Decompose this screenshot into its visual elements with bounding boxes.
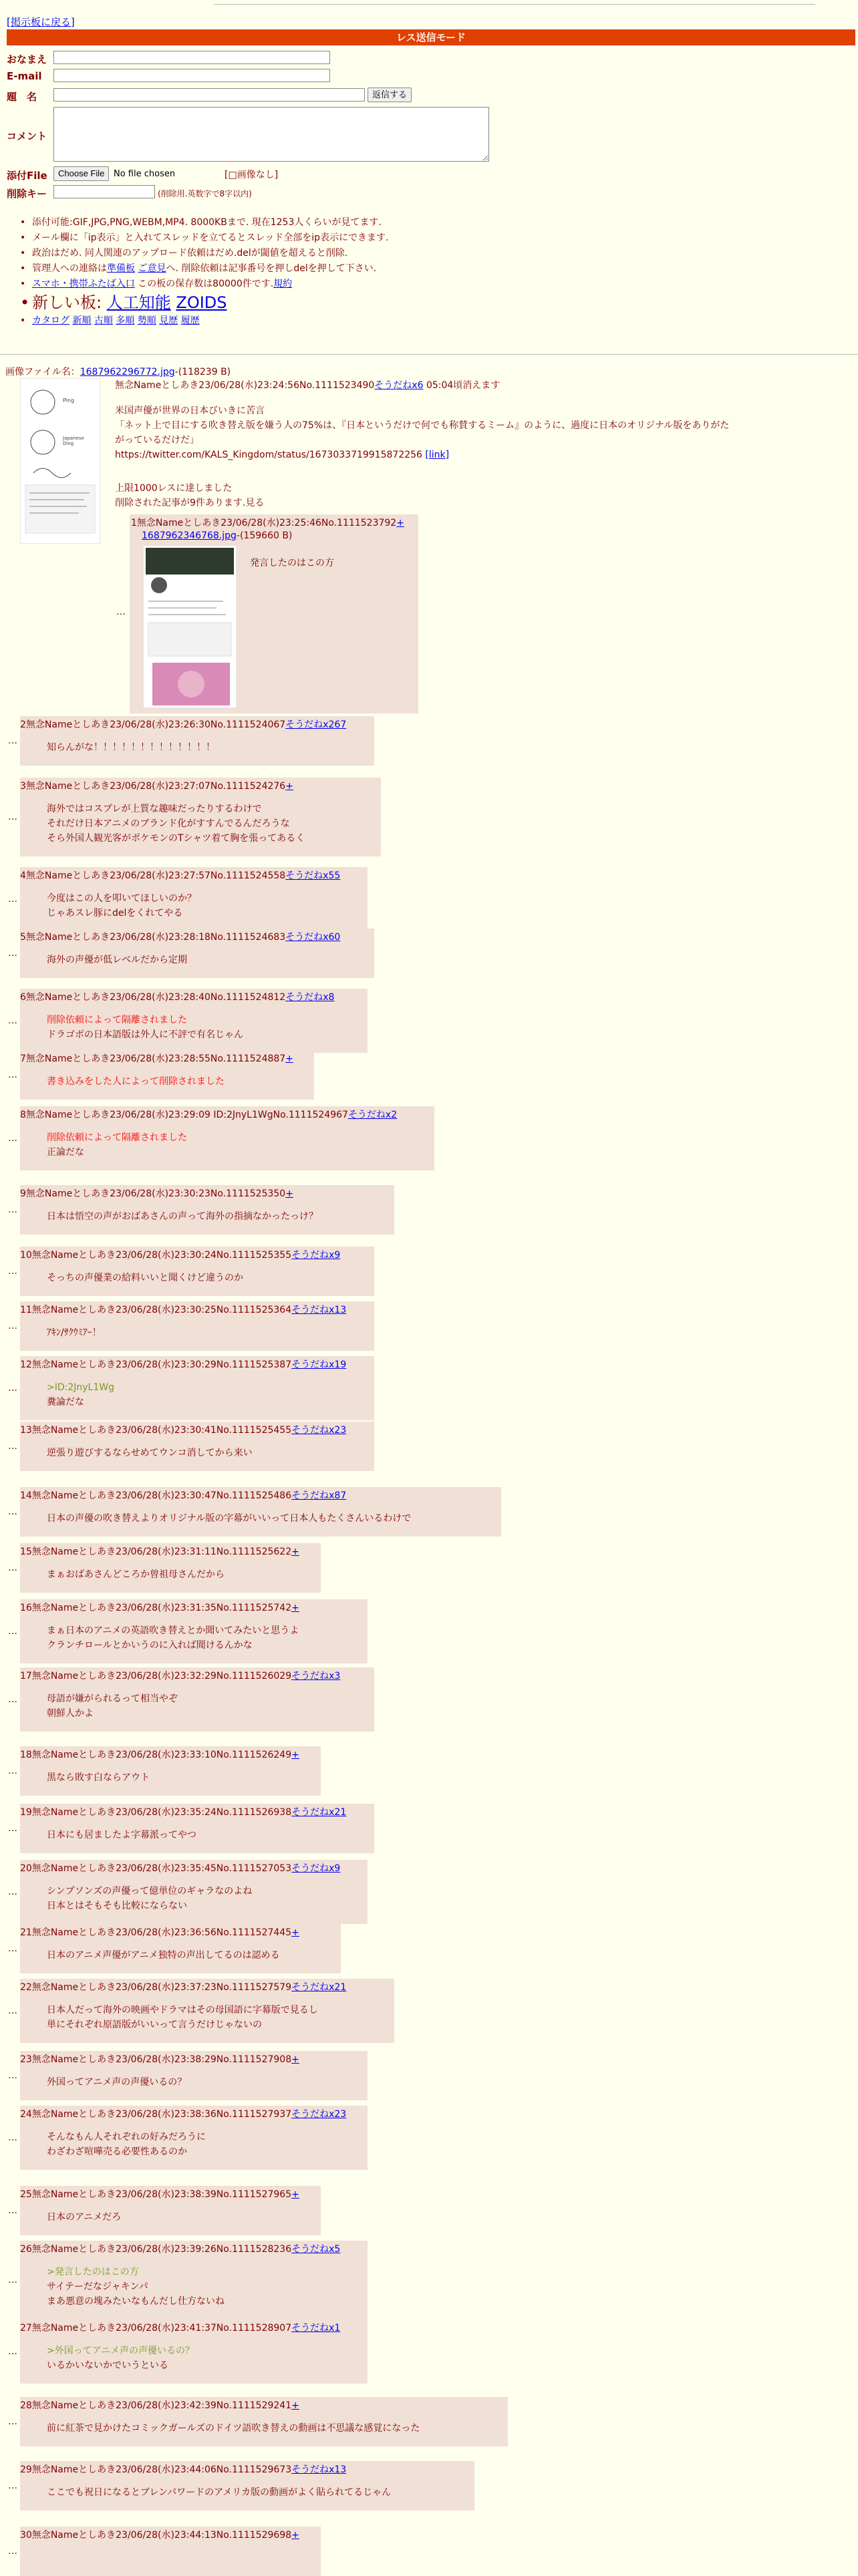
reply-11 bbox=[20, 1301, 374, 1351]
reply-header: 無念Nameとしあき23/06/28(水)23:25:46No.1111523792 bbox=[136, 518, 397, 528]
reply-body-line: 削除依頼によって隔離されました bbox=[47, 1132, 187, 1143]
reply-18 bbox=[20, 1746, 321, 1796]
reply-number: 8 bbox=[20, 1110, 26, 1120]
subject-input[interactable] bbox=[53, 88, 365, 102]
reply-body-line: 日本は悟空の声がおばあさんの声って海外の指摘なかったっけ？ bbox=[47, 1211, 318, 1222]
reply-header: 無念Nameとしあき23/06/28(水)23:30:25No.1111525364 bbox=[31, 1305, 292, 1315]
reply-handle: … bbox=[8, 1383, 17, 1394]
reply-file-link[interactable]: 1687962346768.jpg bbox=[142, 530, 237, 541]
name-label: おなまえ bbox=[7, 53, 47, 65]
reply-body-line: そんなもん人それぞれの好みだろうに bbox=[47, 2132, 206, 2142]
op-body-line: https://twitter.com/KALS_Kingdom/status/1673033719915872256 bbox=[115, 450, 422, 460]
catalog-links bbox=[32, 313, 388, 329]
mobile-link[interactable]: スマホ・携帯ふたば入口 bbox=[32, 279, 135, 289]
reply-number: 22 bbox=[20, 1982, 32, 1993]
op-file-size: -(118239 B) bbox=[174, 367, 231, 377]
reply-handle: … bbox=[8, 1266, 17, 1277]
reply-body-line: 逆張り遊びするならせめてウンコ消してから来い bbox=[47, 1448, 253, 1458]
op-header bbox=[115, 378, 500, 391]
reply-body-line: 単にそれぞれ原語版がいいって言うだけじゃないの bbox=[47, 2020, 262, 2030]
reply-number: 2 bbox=[20, 719, 26, 730]
reply-7 bbox=[20, 1050, 314, 1100]
file-label: 添付File bbox=[7, 170, 47, 182]
expire-time: 05:04頃消えます bbox=[426, 380, 500, 391]
sodane-button[interactable]: + bbox=[291, 1547, 299, 1557]
reply-header: 無念Nameとしあき23/06/28(水)23:33:10No.1111526249 bbox=[31, 1750, 292, 1760]
reply-body-line: 前に紅茶で見かけたコミックガールズのドイツ語吹き替えの動画は不思議な感覚になった bbox=[47, 2423, 420, 2434]
op-header-text: 無念Nameとしあき23/06/28(水)23:24:56No.1111523490 bbox=[115, 380, 375, 391]
op-body bbox=[115, 404, 729, 462]
reply-handle: … bbox=[8, 1766, 17, 1776]
reply-20 bbox=[20, 1860, 368, 1924]
reply-body-line: 削除依頼によって隔離されました bbox=[47, 1015, 187, 1025]
reply-handle: … bbox=[8, 1133, 17, 1144]
ai-board-link[interactable]: 人工知能 bbox=[106, 293, 171, 312]
contact-tail: へ. 削除依頼は記事番号を押しdelを押して下さい. bbox=[166, 263, 377, 274]
reply-12 bbox=[20, 1356, 374, 1420]
reply-body-line: 日本にも居ましたよ字幕派ってやつ bbox=[47, 1830, 196, 1840]
reply-number: 23 bbox=[20, 2054, 32, 2065]
reply-header: 無念Nameとしあき23/06/28(水)23:44:13No.1111529698 bbox=[31, 2530, 292, 2541]
choose-file-button[interactable]: Choose File bbox=[53, 166, 109, 181]
email-label: E-mail bbox=[7, 70, 42, 82]
reply-10 bbox=[20, 1247, 374, 1296]
reply-3 bbox=[20, 778, 381, 856]
reply-handle: … bbox=[8, 2275, 17, 2285]
reply-handle: … bbox=[8, 2205, 17, 2216]
rule-item: • 添付可能:GIF,JPG,PNG,WEBM,MP4. 8000KBまで. 現在1253人くらいが見てます. bbox=[32, 215, 388, 230]
sodane-button[interactable]: そうだねx21 bbox=[291, 1807, 347, 1818]
sodane-button[interactable]: そうだねx6 bbox=[374, 380, 424, 391]
reply-body-line: 母語が嫌がられるって相当やぞ bbox=[47, 1694, 178, 1704]
sodane-button[interactable]: そうだねx23 bbox=[291, 2109, 347, 2120]
reply-file-size: -(159660 B) bbox=[236, 530, 293, 541]
terms-link[interactable]: 規約 bbox=[273, 279, 293, 289]
reply-body-line: まぁ日本のアニメの英語吹き替えとか聞いてみたいと思うよ bbox=[47, 1625, 299, 1636]
reply-header: 無念Nameとしあき23/06/28(水)23:38:36No.1111527937 bbox=[31, 2109, 292, 2120]
svg-text:Ping: Ping bbox=[63, 397, 75, 404]
reply-number: 15 bbox=[20, 1547, 32, 1557]
reply-header: 無念Nameとしあき23/06/28(水)23:41:37No.1111528907 bbox=[31, 2323, 292, 2333]
reply-body-line: それだけ日本アニメのブランド化がすすんでるんだろうな bbox=[47, 818, 290, 829]
reply-header: 無念Nameとしあき23/06/28(水)23:30:29No.1111525387 bbox=[31, 1359, 292, 1370]
reply-header: 無念Nameとしあき23/06/28(水)23:32:29No.1111526029 bbox=[31, 1671, 292, 1681]
reply-number: 17 bbox=[20, 1671, 32, 1681]
reply-mode-bar: レス送信モード bbox=[7, 29, 855, 45]
reply-body-line: ｱｷﾝ/ｻｸｳﾐｱｰ！ bbox=[47, 1327, 102, 1338]
sodane-button[interactable]: そうだねx23 bbox=[291, 1425, 347, 1436]
reply-number: 13 bbox=[20, 1425, 32, 1436]
reply-body-line: わざわざ喧嘩売る必要性あるのか bbox=[47, 2146, 187, 2157]
reply-1 bbox=[130, 514, 418, 713]
reply-19 bbox=[20, 1804, 374, 1853]
reply-thumbnail[interactable] bbox=[143, 545, 237, 708]
reply-header: 無念Nameとしあき23/06/28(水)23:28:55No.1111524887 bbox=[25, 1054, 286, 1064]
reply-number: 28 bbox=[20, 2400, 32, 2411]
reply-header: 無念Nameとしあき23/06/28(水)23:27:57No.1111524558 bbox=[25, 870, 286, 881]
feedback-link[interactable]: ご意見 bbox=[138, 263, 166, 274]
file-status: No file chosen bbox=[114, 169, 176, 179]
reply-body-line: クランチロールとかいうのに入れば聞けるんかな bbox=[47, 1640, 253, 1651]
reply-handle: … bbox=[8, 948, 17, 959]
reply-body-line: 朝鮮人かよ bbox=[47, 1708, 94, 1719]
reply-body-line: 黒なら敗す白ならアウト bbox=[47, 1772, 150, 1783]
reply-body-line: まぁおばあさんどころか曾祖母さんだから bbox=[47, 1569, 225, 1580]
reply-header: 無念Nameとしあき23/06/28(水)23:39:26No.1111528236 bbox=[31, 2244, 292, 2255]
submit-button[interactable]: 返信する bbox=[368, 88, 412, 102]
sort-momentum-link[interactable]: 勢順 bbox=[137, 315, 156, 326]
rule-item: • 政治はだめ. 同人関連のアップロード依頼はだめ.delが閾値を超えると削除. bbox=[32, 246, 388, 261]
reply-body-line: そら外国人観光客がポケモンのTシャツ着て胸を張ってあるく bbox=[47, 833, 305, 844]
sodane-button[interactable]: + bbox=[285, 781, 293, 792]
op-body-line: 「ネット上で目にする吹き替え版を嫌う人の75%は、『日本というだけで何でも称賛するミーム』のように、過度に日本のオリジナル版をありがた bbox=[115, 420, 730, 431]
reply-15 bbox=[20, 1543, 321, 1593]
reply-number: 30 bbox=[20, 2530, 32, 2541]
reply-23 bbox=[20, 2051, 368, 2100]
reply-handle: … bbox=[8, 1943, 17, 1954]
reply-handle: … bbox=[8, 1887, 17, 1897]
reply-header: 無念Nameとしあき23/06/28(水)23:26:30No.1111524067 bbox=[25, 719, 286, 730]
reply-body-line: >外国ってアニメ声の声優いるの？ bbox=[47, 2346, 195, 2356]
reply-body-line: 糞論だな bbox=[47, 1397, 84, 1408]
reply-number: 4 bbox=[20, 870, 26, 881]
reply-number: 9 bbox=[20, 1188, 26, 1199]
reply-number: 21 bbox=[20, 1927, 32, 1938]
reply-25 bbox=[20, 2186, 321, 2235]
reply-header: 無念Nameとしあき23/06/28(水)23:27:07No.1111524276 bbox=[25, 781, 286, 792]
reply-handle: … bbox=[8, 1204, 17, 1215]
reply-29 bbox=[20, 2461, 474, 2511]
reply-handle: … bbox=[8, 1823, 17, 1834]
reply-body-line: >発言したのはこの方 bbox=[47, 2267, 139, 2277]
reply-body-line: ここでも祝日になるとブレンパワードのアメリカ版の動画がよく貼られてるじゃん bbox=[47, 2487, 392, 2498]
sodane-button[interactable]: + bbox=[291, 1927, 299, 1938]
email-input[interactable] bbox=[53, 69, 330, 82]
sodane-button[interactable]: そうだねx13 bbox=[291, 2464, 347, 2475]
top-divider bbox=[214, 4, 815, 5]
reply-body-line: サイテーだなジャキンパ bbox=[47, 2281, 148, 2292]
op-body-line: 米国声優が世界の日本びいきに苦言 bbox=[115, 406, 265, 416]
reply-number: 11 bbox=[20, 1305, 32, 1315]
reply-17 bbox=[20, 1667, 374, 1732]
sodane-button[interactable]: そうだねx3 bbox=[291, 1671, 341, 1681]
sodane-button[interactable]: + bbox=[291, 2189, 299, 2200]
reply-body-line: 日本のアニメ声優がアニメ独特の声出してるのは認める bbox=[47, 1950, 280, 1961]
zoids-board-link[interactable]: ZOIDS bbox=[176, 293, 227, 312]
reply-header: 無念Nameとしあき23/06/28(水)23:31:11No.1111525622 bbox=[31, 1547, 292, 1557]
reply-body-line: 日本のアニメだろ bbox=[47, 2212, 122, 2223]
op-body-line: がっているだけだ」 bbox=[115, 435, 199, 446]
reply-handle: … bbox=[8, 2416, 17, 2427]
reply-body-line: いるかいないかでいうといる bbox=[47, 2360, 168, 2371]
reply-number: 24 bbox=[20, 2109, 32, 2120]
reply-header: 無念Nameとしあき23/06/28(水)23:38:29No.1111527908 bbox=[31, 2054, 292, 2065]
no-image-checkbox[interactable]: [□画像なし] bbox=[225, 170, 279, 180]
reply-body-line: 正論だな bbox=[47, 1147, 84, 1158]
reply-handle: … bbox=[8, 2546, 17, 2557]
reply-body-line: 日本人だって海外の映画やドラマはその母国語に字幕版で見るし bbox=[47, 2005, 318, 2016]
sodane-button[interactable]: + bbox=[291, 2530, 299, 2541]
reply-body-line: 海外の声優が低レベルだから定期 bbox=[47, 955, 187, 965]
sort-many-link[interactable]: 多順 bbox=[116, 315, 135, 326]
comment-textarea[interactable] bbox=[53, 107, 489, 162]
rule-item bbox=[32, 277, 388, 292]
reply-body-line: 知らんがな！！！！！！！！！！！！！ bbox=[47, 742, 215, 753]
reply-handle: … bbox=[8, 736, 17, 746]
reply-handle: … bbox=[8, 1070, 17, 1080]
rules-list bbox=[32, 215, 388, 329]
mobile-tail: この板の保存数は80000件です. bbox=[134, 279, 274, 289]
reply-header: 無念Nameとしあき23/06/28(水)23:28:40No.1111524812 bbox=[25, 992, 286, 1003]
sodane-button[interactable]: そうだねx21 bbox=[291, 1982, 347, 1993]
rule-item bbox=[32, 261, 388, 277]
sodane-button[interactable]: そうだねx19 bbox=[291, 1359, 347, 1370]
reply-body-line: そっちの声優業の給料いいと聞くけど違うのか bbox=[47, 1273, 243, 1283]
post-history-link[interactable]: 履歴 bbox=[180, 315, 200, 326]
reply-handle: … bbox=[8, 1321, 17, 1331]
reply-body-line: >ID:2JnyL1Wg bbox=[47, 1382, 114, 1393]
reply-handle: … bbox=[116, 607, 126, 617]
reply-header: 無念Nameとしあき23/06/28(水)23:42:39No.1111529241 bbox=[31, 2400, 292, 2411]
reply-5 bbox=[20, 929, 374, 978]
op-file-label: 画像ファイル名： bbox=[5, 367, 80, 377]
reply-26 bbox=[20, 2241, 368, 2319]
reply-body-line: じゃあスレ豚にdelをくれてやる bbox=[47, 908, 183, 919]
reply-22 bbox=[20, 1979, 394, 2043]
reply-header: 無念Nameとしあき23/06/28(水)23:35:24No.1111526938 bbox=[31, 1807, 292, 1818]
delete-key-note: (削除用.英数字で8字以内) bbox=[158, 189, 252, 198]
reply-body-line: シンプソンズの声優って億単位のギャラなのよね bbox=[47, 1886, 253, 1897]
reply-21 bbox=[20, 1924, 341, 1973]
reply-body-line: 海外ではコスプレが上質な趣味だったりするわけで bbox=[47, 804, 262, 814]
reply-30 bbox=[20, 2527, 321, 2576]
deleted-note[interactable]: 削除された記事が9件あります.見る bbox=[115, 498, 265, 508]
reply-number: 5 bbox=[20, 932, 26, 943]
reply-number: 26 bbox=[20, 2244, 32, 2255]
reply-handle: … bbox=[8, 1441, 17, 1452]
delete-key-input[interactable] bbox=[53, 185, 155, 198]
reply-body-line: まあ悪意の塊みたいなもんだし仕方ないね bbox=[47, 2296, 225, 2307]
reply-number: 1 bbox=[131, 518, 137, 528]
reply-header: 無念Nameとしあき23/06/28(水)23:37:23No.1111527579 bbox=[31, 1982, 292, 1993]
divider bbox=[0, 354, 858, 355]
reply-4 bbox=[20, 867, 368, 931]
reply-header: 無念Nameとしあき23/06/28(水)23:29:09 ID:2JnyL1WgNo.1111524967 bbox=[25, 1110, 348, 1120]
sodane-button[interactable]: そうだねx60 bbox=[285, 932, 341, 943]
reply-handle: … bbox=[8, 1563, 17, 1573]
svg-text:Japanese: Japanese bbox=[63, 436, 84, 441]
reply-27 bbox=[20, 2319, 368, 2384]
sodane-button[interactable]: + bbox=[291, 2400, 299, 2411]
sodane-button[interactable]: そうだねx8 bbox=[285, 992, 335, 1003]
sort-old-link[interactable]: 古順 bbox=[94, 315, 113, 326]
sodane-button[interactable]: + bbox=[396, 518, 404, 528]
sodane-button[interactable]: そうだねx87 bbox=[291, 1490, 347, 1501]
reply-28 bbox=[20, 2397, 508, 2446]
catalog-link[interactable]: カタログ bbox=[32, 315, 69, 326]
contact-text: 管理人への連絡は bbox=[32, 263, 107, 274]
reply-handle: … bbox=[8, 2005, 17, 2016]
sodane-button[interactable]: + bbox=[291, 1750, 299, 1760]
reply-13 bbox=[20, 1422, 374, 1471]
reply-16 bbox=[20, 1599, 368, 1663]
reply-number: 6 bbox=[20, 992, 26, 1003]
reply-header: 無念Nameとしあき23/06/28(水)23:35:45No.1111527053 bbox=[31, 1863, 292, 1874]
sodane-button[interactable]: そうだねx13 bbox=[291, 1305, 347, 1315]
reply-body-line: 今度はこの人を叩いてほしいのか？ bbox=[47, 893, 196, 904]
reply-handle: … bbox=[8, 1694, 17, 1705]
sodane-button[interactable]: そうだねx5 bbox=[291, 2244, 341, 2255]
svg-text:Ding: Ding bbox=[63, 441, 74, 446]
delete-key-label: 削除キー bbox=[7, 188, 47, 200]
rule-item: • メール欄に「ip表示」と入れてスレッドを立てるとスレッド全部をip表示にできます. bbox=[32, 230, 388, 246]
limit-note: 上限1000レスに達しました bbox=[115, 483, 233, 494]
reply-9 bbox=[20, 1185, 394, 1235]
reply-number: 18 bbox=[20, 1750, 32, 1760]
reply-header: 無念Nameとしあき23/06/28(水)23:38:39No.1111527965 bbox=[31, 2189, 292, 2200]
reply-number: 3 bbox=[20, 781, 26, 792]
reply-14 bbox=[20, 1487, 501, 1537]
sodane-button[interactable]: そうだねx55 bbox=[285, 870, 341, 881]
sort-new-link[interactable]: 新順 bbox=[72, 315, 92, 326]
reply-header: 無念Nameとしあき23/06/28(水)23:30:41No.1111525455 bbox=[31, 1425, 292, 1436]
reply-number: 10 bbox=[20, 1250, 32, 1261]
reply-handle: … bbox=[8, 2132, 17, 2143]
op-thumbnail[interactable] bbox=[20, 378, 100, 544]
reply-number: 19 bbox=[20, 1807, 32, 1818]
reply-8 bbox=[20, 1106, 434, 1170]
reply-24 bbox=[20, 2106, 368, 2170]
reply-header: 無念Nameとしあき23/06/28(水)23:31:35No.1111525742 bbox=[31, 1603, 292, 1613]
reply-header: 無念Nameとしあき23/06/28(水)23:30:23No.1111525350 bbox=[25, 1188, 286, 1199]
reply-number: 12 bbox=[20, 1359, 32, 1370]
reply-handle: … bbox=[8, 2480, 17, 2491]
reply-handle: … bbox=[8, 1506, 17, 1517]
reply-number: 25 bbox=[20, 2189, 32, 2200]
reply-header: 無念Nameとしあき23/06/28(水)23:30:47No.1111525486 bbox=[31, 1490, 292, 1501]
reply-body: 発言したのはこの方 bbox=[250, 558, 334, 569]
reply-number: 27 bbox=[20, 2323, 32, 2333]
reply-header: 無念Nameとしあき23/06/28(水)23:44:06No.1111529673 bbox=[31, 2464, 292, 2475]
reply-handle: … bbox=[8, 2346, 17, 2357]
reply-number: 16 bbox=[20, 1603, 32, 1613]
sodane-button[interactable]: そうだねx9 bbox=[291, 1863, 341, 1874]
op-file-link[interactable]: 1687962296772.jpg bbox=[80, 367, 175, 377]
reply-number: 7 bbox=[20, 1054, 26, 1064]
prep-board-link[interactable]: 準備板 bbox=[107, 263, 135, 274]
reply-handle: … bbox=[8, 2070, 17, 2081]
sodane-button[interactable]: + bbox=[291, 1603, 299, 1613]
reply-number: 29 bbox=[20, 2464, 32, 2475]
reply-6 bbox=[20, 989, 368, 1053]
sodane-button[interactable]: そうだねx9 bbox=[291, 1250, 341, 1261]
reply-handle: … bbox=[8, 1626, 17, 1637]
subject-label: 題 名 bbox=[7, 91, 37, 103]
reply-header: 無念Nameとしあき23/06/28(水)23:30:24No.1111525355 bbox=[31, 1250, 292, 1261]
link-button[interactable]: [link] bbox=[425, 450, 450, 460]
reply-number: 20 bbox=[20, 1863, 32, 1874]
reply-handle: … bbox=[8, 894, 17, 905]
reply-header: 無念Nameとしあき23/06/28(水)23:28:18No.1111524683 bbox=[25, 932, 286, 943]
reply-body-line: 日本の声優の吹き替えよりオリジナル版の字幕がいいって日本人もたくさんいるわけで bbox=[47, 1513, 412, 1524]
sodane-button[interactable]: そうだねx2 bbox=[347, 1110, 398, 1120]
sodane-button[interactable]: + bbox=[285, 1188, 293, 1199]
name-input[interactable] bbox=[53, 51, 330, 64]
sodane-button[interactable]: + bbox=[285, 1054, 293, 1064]
reply-handle: … bbox=[8, 1015, 17, 1026]
reply-handle: … bbox=[8, 812, 17, 822]
reply-body-line: ドラゴボの日本語版は外人に不評で有名じゃん bbox=[47, 1029, 243, 1040]
reply-header: 無念Nameとしあき23/06/28(水)23:36:56No.1111527445 bbox=[31, 1927, 292, 1938]
sodane-button[interactable]: そうだねx1 bbox=[291, 2323, 341, 2333]
reply-2 bbox=[20, 716, 374, 766]
reply-body-line: 日本とはそもそも比較にならない bbox=[47, 1901, 187, 1911]
reply-body-line: 外国ってアニメ声の声優いるの？ bbox=[47, 2077, 187, 2088]
new-boards bbox=[32, 292, 388, 313]
view-history-link[interactable]: 見歴 bbox=[159, 315, 178, 326]
new-board-prefix: 新しい板: bbox=[32, 293, 102, 312]
comment-label: コメント bbox=[7, 130, 47, 142]
back-to-board-link[interactable]: [掲示板に戻る] bbox=[7, 16, 75, 28]
sodane-button[interactable]: + bbox=[291, 2054, 299, 2065]
reply-number: 14 bbox=[20, 1490, 32, 1501]
reply-body-line: 書き込みをした人によって削除されました bbox=[47, 1076, 225, 1087]
sodane-button[interactable]: そうだねx267 bbox=[285, 719, 347, 730]
